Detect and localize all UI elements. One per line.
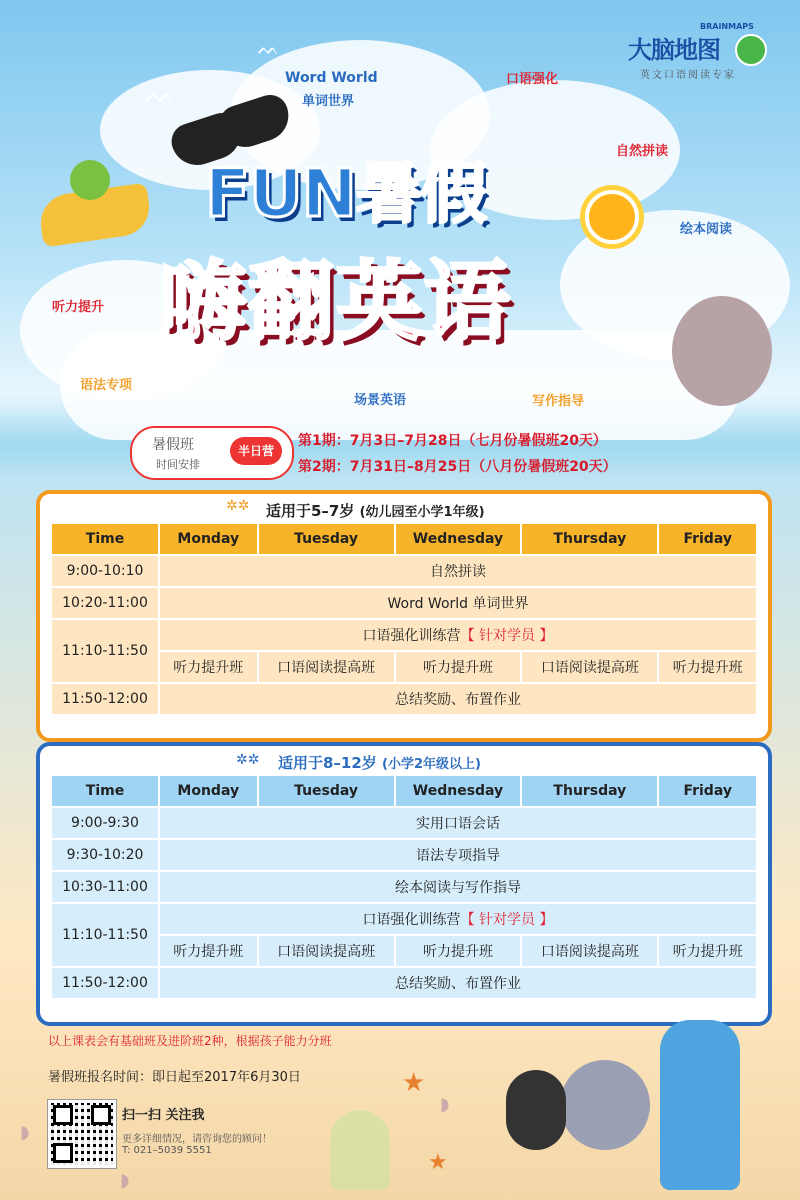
tag-grammar: 语法专项 [80, 378, 133, 393]
table-row [52, 620, 756, 650]
sub-class-cell: 听力提升班 [160, 936, 257, 966]
timetable-panel-5-7 [36, 490, 772, 742]
col-wednesday: Wednesday [396, 776, 521, 806]
seagull-icon: ᨓ [145, 80, 176, 110]
registration-deadline: 暑假班报名时间：即日起至2017年6月30日 [48, 1070, 301, 1085]
sparkle-icon: ✲✲ [226, 498, 250, 514]
panel2-title-main: 适用于8–12岁 [278, 754, 377, 772]
course-name: 口语强化训练营 [362, 628, 461, 644]
brand-tag: BRAINMAPS [700, 22, 754, 31]
bird-character-illustration [330, 1110, 390, 1190]
timetable-8-12 [50, 774, 758, 1000]
col-monday: Monday [160, 776, 257, 806]
tag-scene: 场景英语 [354, 393, 407, 408]
sub-class-cell: 听力提升班 [659, 936, 756, 966]
schedule-label: 暑假班 [152, 437, 194, 453]
qr-corner-icon [91, 1105, 111, 1125]
consult-note: 更多详细情况，请咨询您的顾问！ [122, 1134, 272, 1145]
tag-phonics: 自然拼读 [616, 144, 669, 159]
time-cell: 9:00-9:30 [52, 808, 158, 838]
course-cell: 实用口语会话 [160, 808, 756, 838]
time-cell: 10:20-11:00 [52, 588, 158, 618]
seagull-icon: ᨓ [258, 38, 280, 59]
course-name: 口语强化训练营 [362, 912, 461, 928]
target-note: 【 针对学员 】 [460, 628, 554, 644]
alien-character-illustration [70, 160, 110, 200]
time-cell: 11:50-12:00 [52, 684, 158, 714]
sub-class-cell: 听力提升班 [659, 652, 756, 682]
puzzle-globe-icon [735, 34, 767, 66]
scan-follow-label: 扫一扫 关注我 [122, 1108, 205, 1123]
sub-class-cell: 听力提升班 [396, 652, 521, 682]
col-tuesday: Tuesday [259, 776, 394, 806]
timetable-5-7 [50, 522, 758, 716]
qr-corner-icon [53, 1143, 73, 1163]
table-row [52, 904, 756, 934]
table-row [52, 684, 756, 714]
tag-listening: 听力提升 [52, 300, 105, 315]
col-thursday: Thursday [522, 776, 657, 806]
schedule-sublabel: 时间安排 [156, 458, 200, 471]
cat-character-illustration [506, 1070, 566, 1150]
sub-class-cell: 听力提升班 [396, 936, 521, 966]
shell-icon: ◗ [120, 1170, 130, 1191]
qr-corner-icon [53, 1105, 73, 1125]
time-cell: 11:50-12:00 [52, 968, 158, 998]
qr-code[interactable] [48, 1100, 116, 1168]
panel1-title-note: (幼儿园至小学1年级) [359, 505, 485, 520]
class-level-note: 以上课表会有基础班及进阶班2种，根据孩子能力分班 [48, 1034, 332, 1048]
schedule-pill [130, 426, 294, 480]
brand-subtitle: 英文口语阅读专家 [640, 70, 736, 81]
period-1: 第1期：7月3日–7月28日（七月份暑假班20天） [298, 433, 607, 449]
pig-character-illustration [672, 296, 772, 406]
starfish-icon: ★ [428, 1150, 448, 1175]
time-cell: 9:00-10:10 [52, 556, 158, 586]
sun-icon [585, 190, 639, 244]
kid-character-illustration [660, 1020, 740, 1190]
sub-class-cell: 口语阅读提高班 [259, 936, 394, 966]
time-cell: 9:30-10:20 [52, 840, 158, 870]
hero-title-line2: 嗨翻英语 [160, 252, 512, 352]
timetable-panel-8-12 [36, 742, 772, 1026]
tag-picture-book: 绘本阅读 [680, 222, 733, 237]
phone-number: T: 021–5039 5551 [122, 1145, 212, 1156]
course-cell: 绘本阅读与写作指导 [160, 872, 756, 902]
course-cell [160, 620, 756, 650]
panel1-title [266, 500, 485, 521]
table-row [52, 872, 756, 902]
period-2: 第2期：7月31日–8月25日（八月份暑假班20天） [298, 459, 617, 475]
course-cell: 总结奖励、布置作业 [160, 684, 756, 714]
table-header-row [52, 776, 756, 806]
panel2-title [278, 752, 481, 773]
table-row [52, 588, 756, 618]
tag-word-world-cn: 单词世界 [302, 94, 355, 109]
col-time: Time [52, 776, 158, 806]
table-row [52, 556, 756, 586]
course-cell: 总结奖励、布置作业 [160, 968, 756, 998]
col-time: Time [52, 524, 158, 554]
course-cell [160, 904, 756, 934]
course-cell: 语法专项指导 [160, 840, 756, 870]
time-cell: 11:10-11:50 [52, 904, 158, 966]
table-row [52, 840, 756, 870]
target-note: 【 针对学员 】 [460, 912, 554, 928]
tag-oral: 口语强化 [506, 72, 559, 87]
sparkle-icon: ✲✲ [236, 752, 260, 768]
sub-class-cell: 口语阅读提高班 [522, 652, 657, 682]
course-cell: Word World 单词世界 [160, 588, 756, 618]
shell-icon: ◗ [20, 1122, 30, 1143]
starfish-icon: ★ [402, 1068, 426, 1098]
col-friday: Friday [659, 776, 756, 806]
tag-word-world-en: Word World [285, 70, 378, 86]
col-wednesday: Wednesday [396, 524, 521, 554]
half-day-badge: 半日营 [230, 437, 282, 465]
table-header-row [52, 524, 756, 554]
col-monday: Monday [160, 524, 257, 554]
tag-writing: 写作指导 [532, 394, 585, 409]
table-row [52, 968, 756, 998]
sub-class-cell: 听力提升班 [160, 652, 257, 682]
shell-icon: ◗ [440, 1094, 450, 1115]
course-cell: 自然拼读 [160, 556, 756, 586]
brand-logo: 大脑地图 [628, 36, 720, 64]
col-friday: Friday [659, 524, 756, 554]
panel1-title-main: 适用于5–7岁 [266, 502, 355, 520]
sub-class-cell: 口语阅读提高班 [259, 652, 394, 682]
table-row [52, 808, 756, 838]
sub-class-cell: 口语阅读提高班 [522, 936, 657, 966]
col-thursday: Thursday [522, 524, 657, 554]
robot-character-illustration [560, 1060, 650, 1150]
time-cell: 10:30-11:00 [52, 872, 158, 902]
col-tuesday: Tuesday [259, 524, 394, 554]
time-cell: 11:10-11:50 [52, 620, 158, 682]
panel2-title-note: (小学2年级以上) [382, 757, 481, 772]
hero-title-line1: FUN暑假 [205, 155, 486, 232]
